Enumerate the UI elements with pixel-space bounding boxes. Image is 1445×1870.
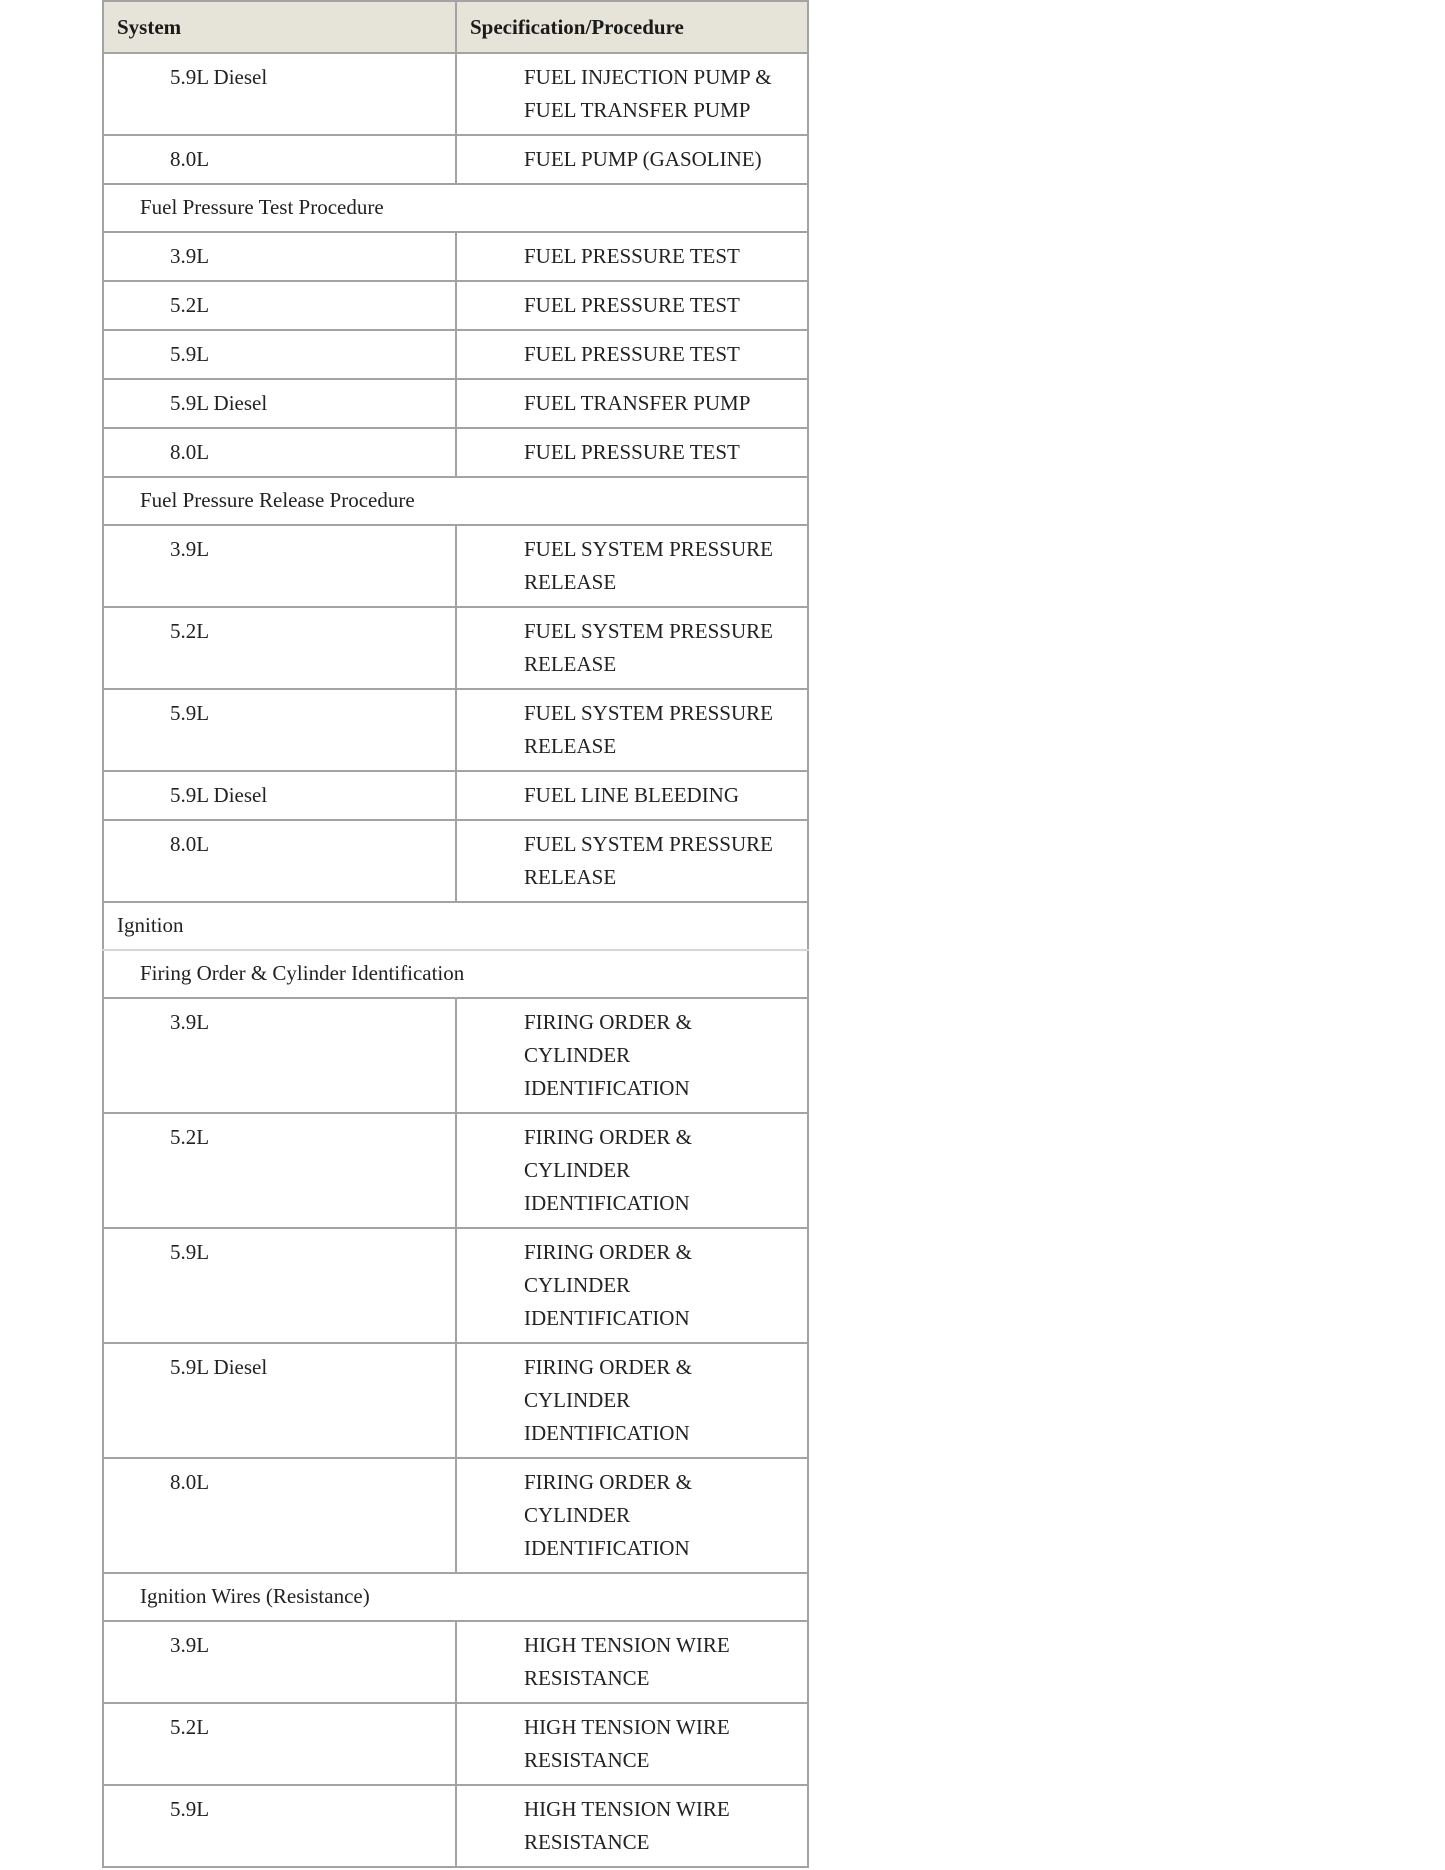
- subheader-row: [103, 950, 808, 998]
- system-cell: 8.0L: [103, 1458, 456, 1573]
- table-row: [103, 607, 808, 689]
- system-cell: 3.9L: [103, 525, 456, 607]
- system-cell: 8.0L: [103, 135, 456, 184]
- system-cell: 3.9L: [103, 1621, 456, 1703]
- system-cell: 5.9L: [103, 689, 456, 771]
- table-row: [103, 998, 808, 1113]
- table-row: [103, 428, 808, 477]
- table-row: [103, 820, 808, 902]
- subheader-label: Ignition Wires (Resistance): [103, 1573, 808, 1621]
- procedure-link[interactable]: FIRING ORDER & CYLINDER IDENTIFICATION: [456, 1228, 808, 1343]
- system-cell: 5.9L Diesel: [103, 53, 456, 135]
- table-row: [103, 1621, 808, 1703]
- procedure-link[interactable]: FUEL SYSTEM PRESSURE RELEASE: [456, 820, 808, 902]
- procedure-link[interactable]: FUEL SYSTEM PRESSURE RELEASE: [456, 689, 808, 771]
- procedure-link[interactable]: FIRING ORDER & CYLINDER IDENTIFICATION: [456, 1458, 808, 1573]
- system-cell: 5.2L: [103, 1113, 456, 1228]
- table-row: [103, 1458, 808, 1573]
- procedure-link[interactable]: FUEL PRESSURE TEST: [456, 232, 808, 281]
- table-row: [103, 1113, 808, 1228]
- table-row: [103, 689, 808, 771]
- table-row: [103, 330, 808, 379]
- procedure-link[interactable]: HIGH TENSION WIRE RESISTANCE: [456, 1621, 808, 1703]
- subheader-row: [103, 477, 808, 525]
- table-row: [103, 135, 808, 184]
- procedure-link[interactable]: FIRING ORDER & CYLINDER IDENTIFICATION: [456, 1113, 808, 1228]
- table-row: [103, 379, 808, 428]
- procedure-link[interactable]: FUEL PRESSURE TEST: [456, 281, 808, 330]
- system-cell: 5.2L: [103, 281, 456, 330]
- table-row: [103, 1228, 808, 1343]
- system-cell: 5.9L Diesel: [103, 1343, 456, 1458]
- table-row: [103, 1343, 808, 1458]
- system-cell: 5.9L: [103, 1785, 456, 1867]
- header-system: System: [103, 1, 456, 53]
- procedure-link[interactable]: FUEL PRESSURE TEST: [456, 330, 808, 379]
- table-row: [103, 1785, 808, 1867]
- subheader-label: Fuel Pressure Test Procedure: [103, 184, 808, 232]
- system-cell: 5.2L: [103, 1703, 456, 1785]
- table-row: [103, 281, 808, 330]
- system-cell: 3.9L: [103, 998, 456, 1113]
- table-row: [103, 771, 808, 820]
- procedure-link[interactable]: FUEL LINE BLEEDING: [456, 771, 808, 820]
- table-row: [103, 525, 808, 607]
- procedure-link[interactable]: FUEL TRANSFER PUMP: [456, 379, 808, 428]
- procedure-link[interactable]: FUEL INJECTION PUMP & FUEL TRANSFER PUMP: [456, 53, 808, 135]
- subheader-row: [103, 1573, 808, 1621]
- subheader-row: [103, 184, 808, 232]
- procedure-link[interactable]: HIGH TENSION WIRE RESISTANCE: [456, 1785, 808, 1867]
- table-header-row: [103, 1, 808, 53]
- category-label: Ignition: [103, 902, 808, 950]
- system-cell: 8.0L: [103, 820, 456, 902]
- category-row: [103, 902, 808, 950]
- procedure-link[interactable]: HIGH TENSION WIRE RESISTANCE: [456, 1703, 808, 1785]
- procedure-link[interactable]: FUEL PUMP (GASOLINE): [456, 135, 808, 184]
- system-cell: 5.9L: [103, 330, 456, 379]
- system-cell: 3.9L: [103, 232, 456, 281]
- procedure-link[interactable]: FUEL SYSTEM PRESSURE RELEASE: [456, 607, 808, 689]
- system-cell: 5.9L Diesel: [103, 379, 456, 428]
- table-row: [103, 232, 808, 281]
- system-cell: 5.9L Diesel: [103, 771, 456, 820]
- subheader-label: Fuel Pressure Release Procedure: [103, 477, 808, 525]
- system-cell: 8.0L: [103, 428, 456, 477]
- procedure-link[interactable]: FUEL SYSTEM PRESSURE RELEASE: [456, 525, 808, 607]
- subheader-label: Firing Order & Cylinder Identification: [103, 950, 808, 998]
- table-row: [103, 53, 808, 135]
- system-cell: 5.2L: [103, 607, 456, 689]
- procedure-link[interactable]: FIRING ORDER & CYLINDER IDENTIFICATION: [456, 998, 808, 1113]
- header-spec: Specification/Procedure: [456, 1, 808, 53]
- procedure-link[interactable]: FIRING ORDER & CYLINDER IDENTIFICATION: [456, 1343, 808, 1458]
- table-row: [103, 1703, 808, 1785]
- system-cell: 5.9L: [103, 1228, 456, 1343]
- procedure-link[interactable]: FUEL PRESSURE TEST: [456, 428, 808, 477]
- spec-table: [102, 0, 809, 1868]
- table-body: [103, 53, 808, 1867]
